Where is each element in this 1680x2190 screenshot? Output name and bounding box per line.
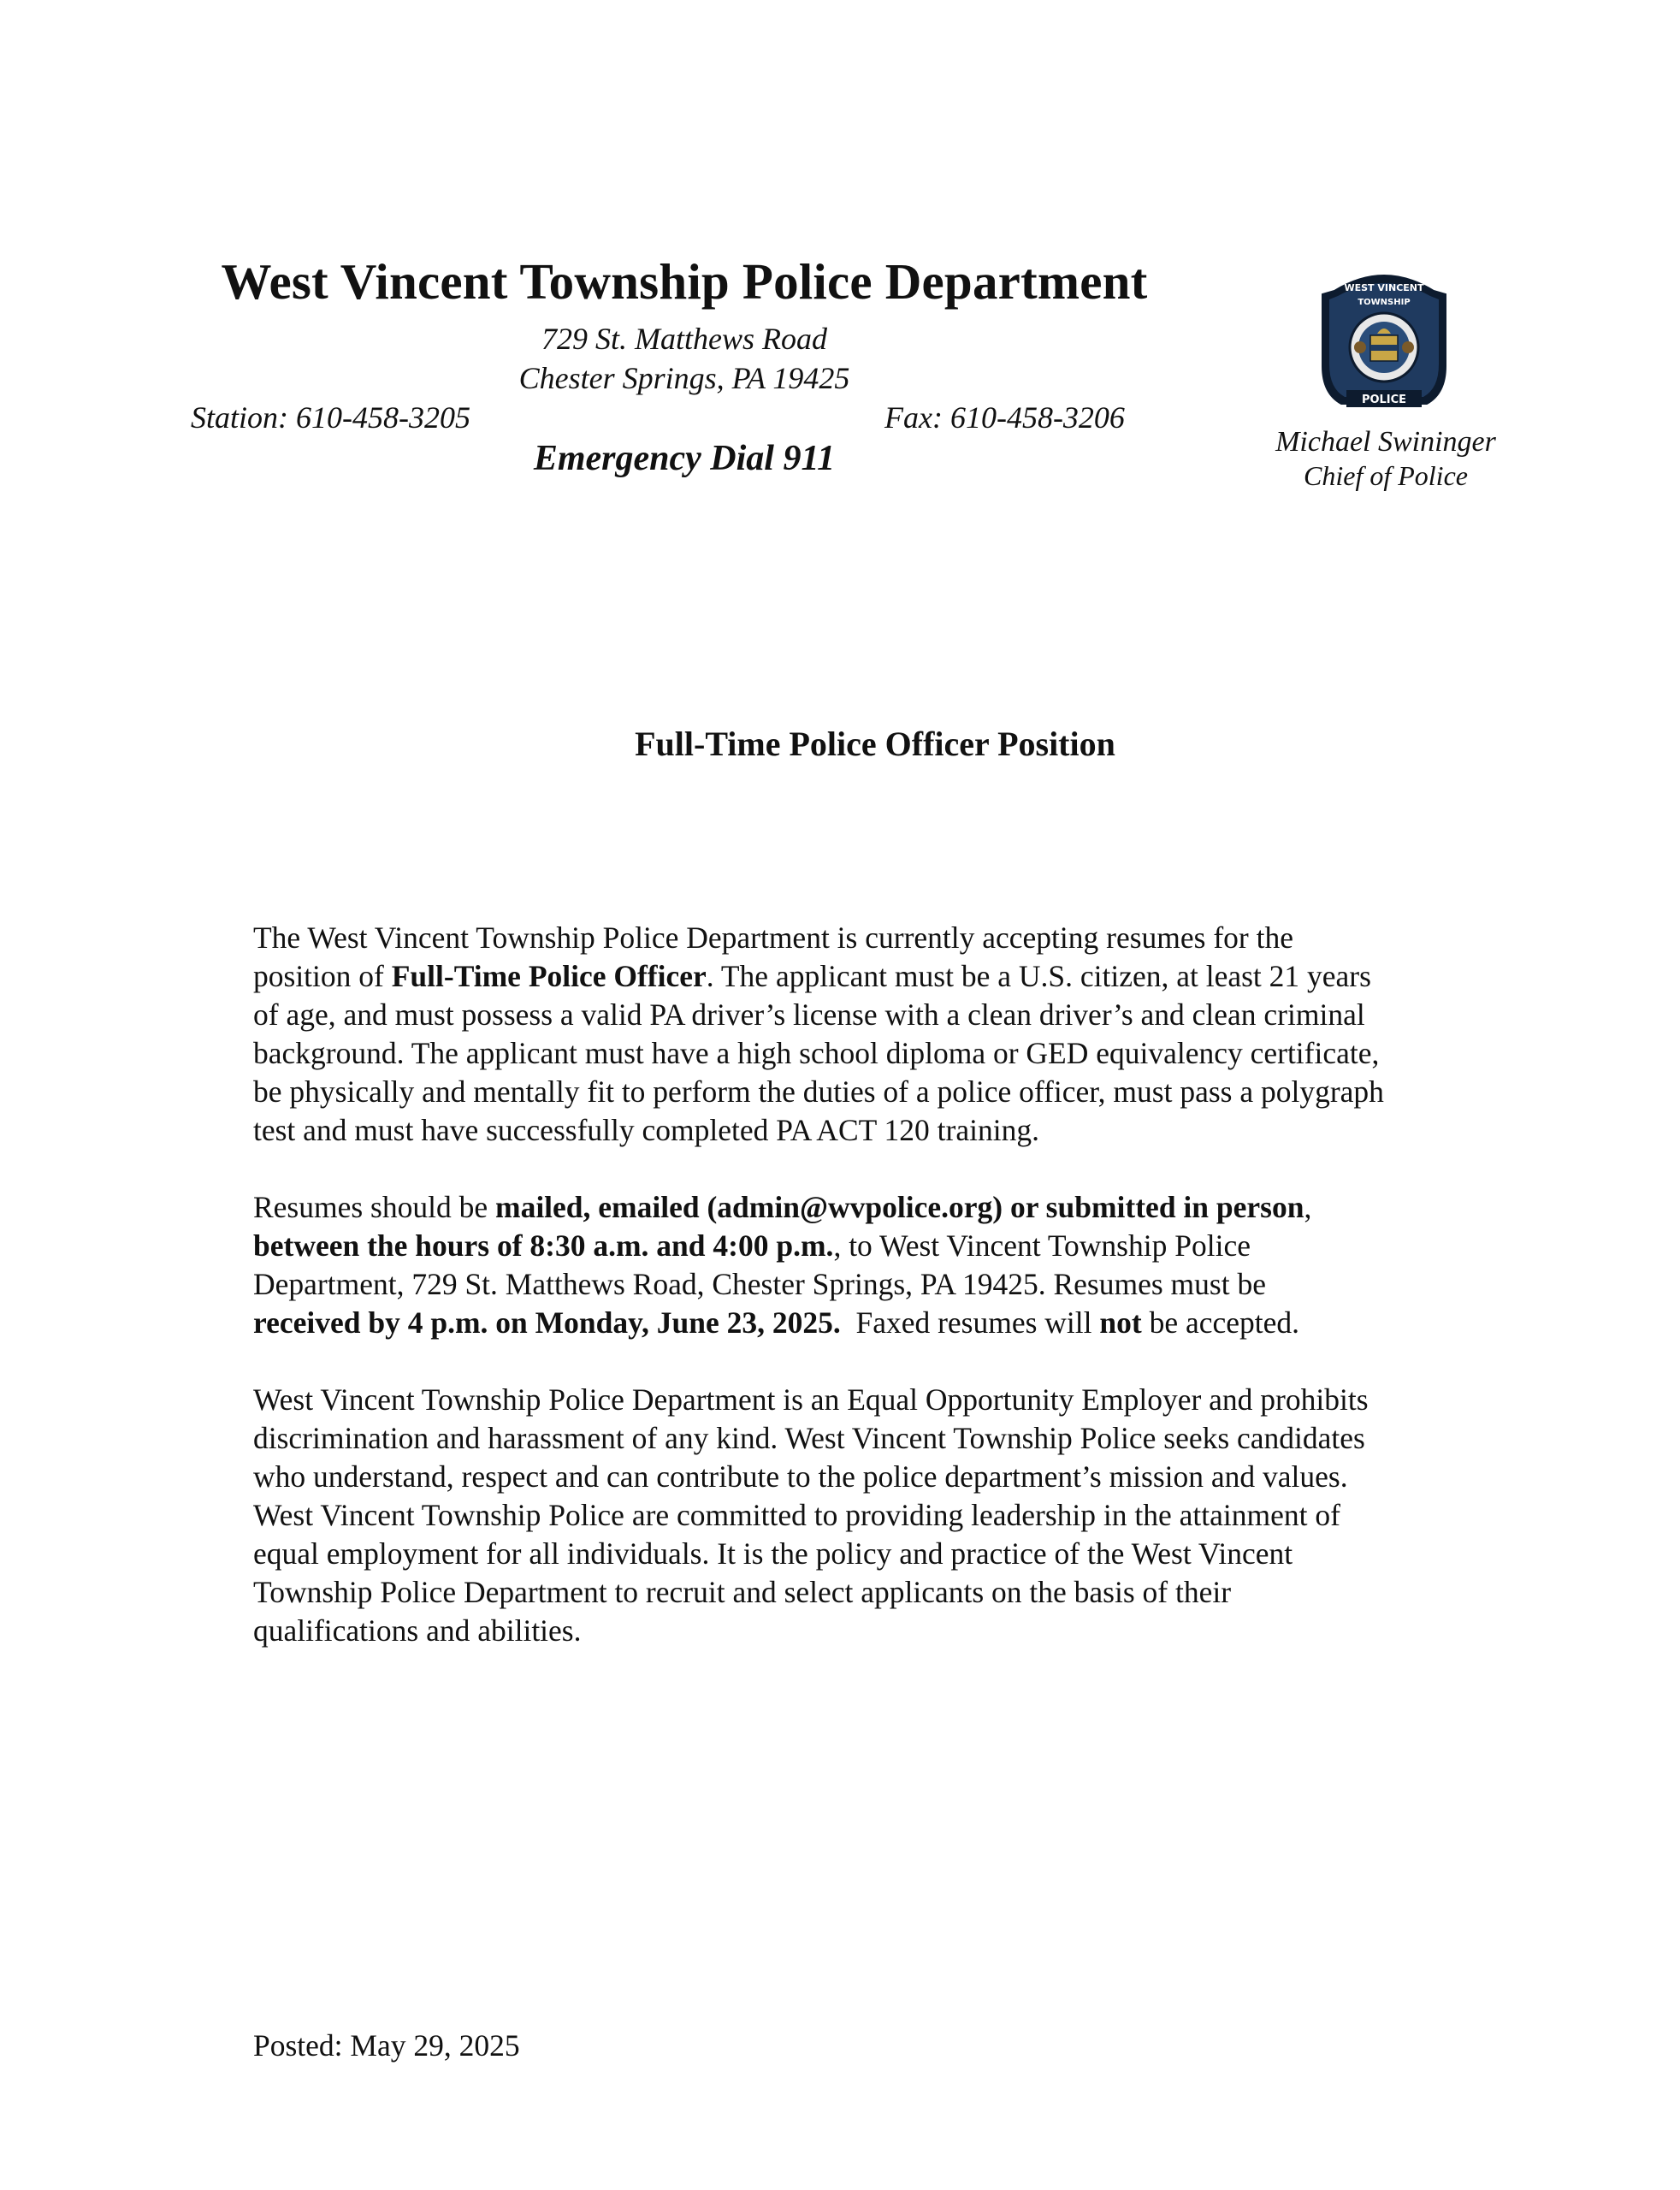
address-line-1: 729 St. Matthews Road	[541, 322, 827, 356]
badge-text-mid: TOWNSHIP	[1358, 298, 1411, 307]
paragraph-line	[253, 957, 1468, 996]
bold-text-run: Full-Time Police Officer	[391, 959, 707, 993]
paragraph-line: West Vincent Township Police are committed to providing leadership in the attainment of	[253, 1498, 1340, 1532]
fax-number: Fax: 610-458-3206	[884, 400, 1125, 435]
chief-title: Chief of Police	[1304, 460, 1468, 491]
paragraph-line: qualifications and abilities.	[253, 1613, 582, 1648]
paragraph-line	[253, 1227, 1468, 1265]
paragraph-line: West Vincent Township Police Department is an Equal Opportunity Employer and prohibits	[253, 1382, 1369, 1417]
bold-text-run: not	[1099, 1305, 1142, 1340]
paragraph-line: who understand, respect and can contribute to the police department’s mission and values.	[253, 1459, 1348, 1494]
emergency-line: Emergency Dial 911	[533, 439, 836, 478]
paragraph-requirements	[253, 919, 1468, 1150]
paragraph-line	[253, 1304, 1468, 1342]
posted-date: Posted: May 29, 2025	[253, 2028, 520, 2063]
paragraph-line: discrimination and harassment of any kind. West Vincent Township Police seeks candidates	[253, 1421, 1365, 1455]
badge-text-bottom: POLICE	[1361, 394, 1407, 406]
position-title: Full-Time Police Officer Position	[635, 725, 1115, 763]
text-run: Resumes should be	[253, 1190, 495, 1224]
paragraph-line: of age, and must possess a valid PA driver’s license with a clean driver’s and clean criminal	[253, 997, 1365, 1032]
text-run: Faxed resumes will	[840, 1305, 1100, 1340]
badge-text-top: WEST VINCENT	[1344, 282, 1424, 293]
paragraph-line: background. The applicant must have a high school diploma or GED equivalency certificate,	[253, 1036, 1380, 1070]
paragraph-submission	[253, 1188, 1468, 1342]
paragraph-line: be physically and mentally fit to perform the duties of a police officer, must pass a polygraph	[253, 1074, 1384, 1109]
department-name: West Vincent Township Police Department	[221, 253, 1148, 310]
paragraph-line: Department, 729 St. Matthews Road, Chester Springs, PA 19425. Resumes must be	[253, 1267, 1266, 1301]
bold-text-run: mailed, emailed (admin@wvpolice.org) or submitted in person	[495, 1190, 1304, 1224]
station-phone: Station: 610-458-3205	[191, 400, 470, 435]
paragraph-line: The West Vincent Township Police Department is currently accepting resumes for the	[253, 920, 1293, 955]
bold-text-run: received by 4 p.m. on Monday, June 23, 2025.	[253, 1305, 841, 1340]
text-run: be accepted.	[1141, 1305, 1299, 1340]
bold-text-run: between the hours of 8:30 a.m. and 4:00 p.m.	[253, 1228, 834, 1263]
paragraph-line: Township Police Department to recruit and select applicants on the basis of their	[253, 1575, 1232, 1609]
paragraph-equal-opportunity	[253, 1381, 1468, 1650]
paragraph-line: test and must have successfully completed PA ACT 120 training.	[253, 1113, 1039, 1147]
text-run: position of	[253, 959, 392, 993]
address-line-2: Chester Springs, PA 19425	[518, 361, 850, 395]
text-run: ,	[1304, 1190, 1312, 1224]
paragraph-line: equal employment for all individuals. It is the policy and practice of the West Vincent	[253, 1536, 1293, 1571]
text-run: . The applicant must be a U.S. citizen, at least 21 years	[706, 959, 1371, 993]
police-badge-icon	[1317, 265, 1451, 419]
chief-name: Michael Swininger	[1275, 426, 1496, 458]
paragraph-line	[253, 1188, 1468, 1227]
text-run: , to West Vincent Township Police	[833, 1228, 1251, 1263]
